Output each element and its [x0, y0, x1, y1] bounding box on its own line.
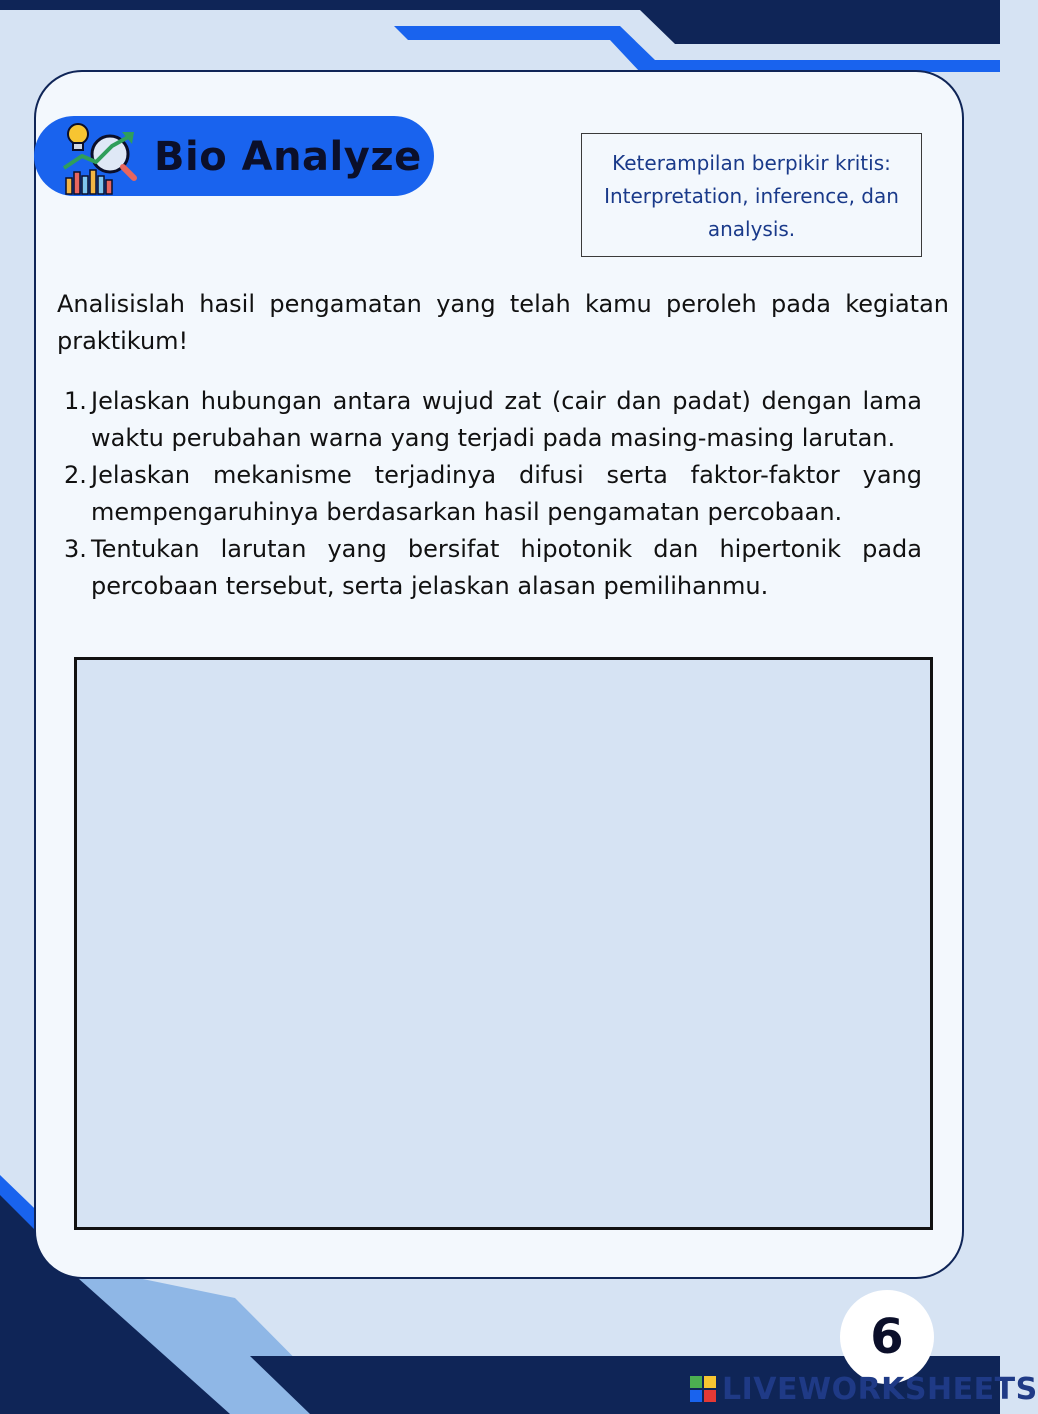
skill-line-3: analysis.	[707, 217, 796, 241]
question-number: 3.	[64, 535, 87, 563]
question-text: Jelaskan mekanisme terjadinya difusi serta faktor-faktor yang mempengaruhinya berdasarkan hasil pengamatan percobaan.	[91, 461, 922, 526]
skill-line-2: Interpretation, inference, dan	[604, 184, 899, 208]
watermark-text: LIVEWORKSHEETS	[722, 1371, 1038, 1407]
watermark	[690, 1372, 1038, 1406]
question-text: Tentukan larutan yang bersifat hipotonik dan hipertonik pada percobaan tersebut, serta jelaskan alasan pemilihanmu.	[91, 535, 922, 600]
page-number: 6	[870, 1309, 904, 1365]
page-title: Bio Analyze	[154, 134, 422, 180]
question-item	[57, 457, 922, 531]
skill-box	[581, 133, 922, 257]
question-list	[57, 383, 922, 605]
answer-box[interactable]	[74, 657, 933, 1230]
question-number: 2.	[64, 461, 87, 489]
analytics-lightbulb-icon	[60, 120, 140, 196]
skill-line-1: Keterampilan berpikir kritis:	[612, 151, 891, 175]
question-number: 1.	[64, 387, 87, 415]
question-item	[57, 383, 922, 457]
question-text: Jelaskan hubungan antara wujud zat (cair dan padat) dengan lama waktu perubahan warna yang terjadi pada masing-masing larutan.	[91, 387, 922, 452]
instruction-text: Analisislah hasil pengamatan yang telah kamu peroleh pada kegiatan praktikum!	[57, 290, 949, 355]
question-item	[57, 531, 922, 605]
liveworksheets-logo-icon	[690, 1376, 716, 1402]
